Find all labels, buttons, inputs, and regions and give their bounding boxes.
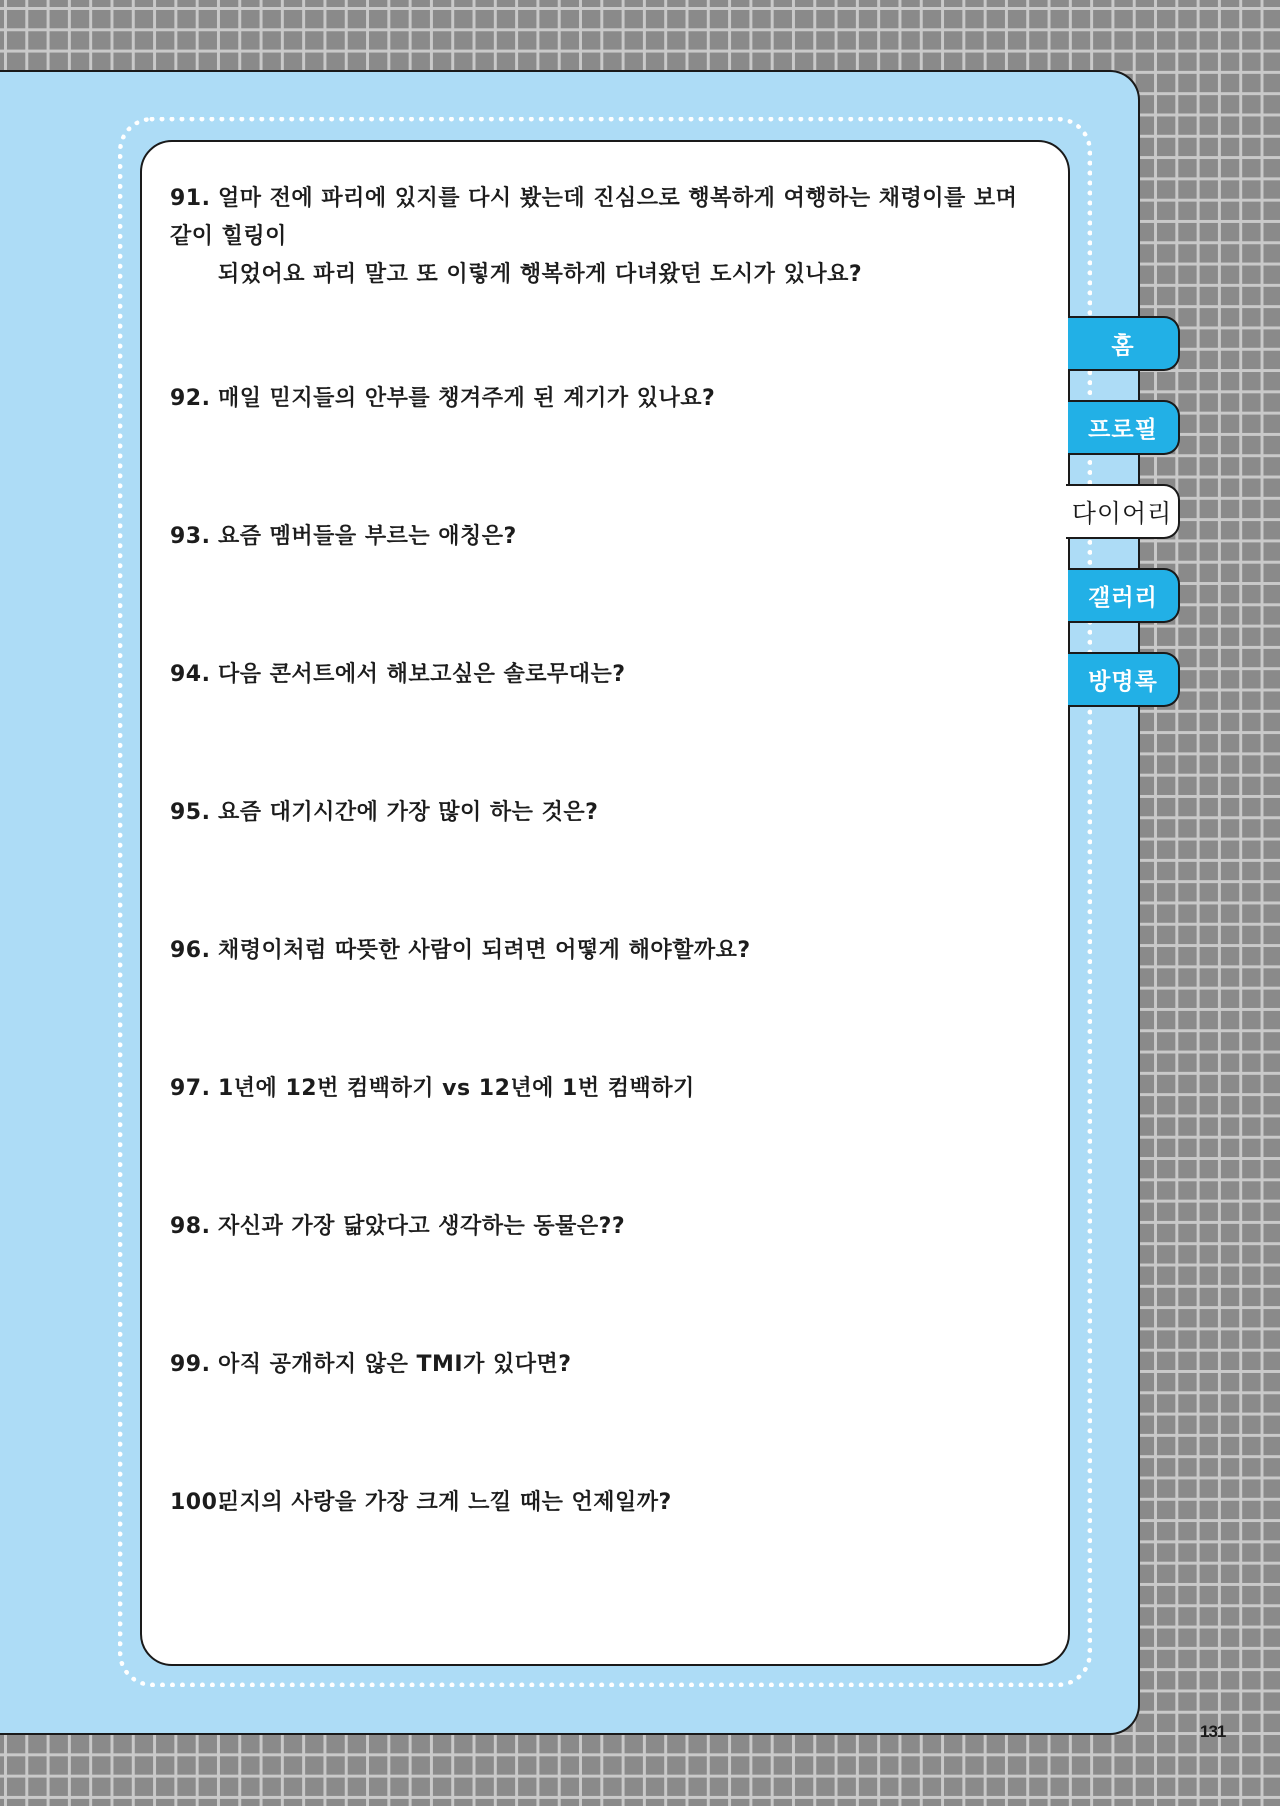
- question-95: [170, 794, 1040, 832]
- page-number: 131: [1200, 1722, 1226, 1741]
- question-text: 아직 공개하지 않은 TMI가 있다면?: [218, 1352, 572, 1377]
- question-97: [170, 1070, 1040, 1108]
- question-number: 91.: [170, 186, 211, 211]
- question-91: [170, 180, 1040, 294]
- question-96: [170, 932, 1040, 970]
- question-99: [170, 1346, 1040, 1384]
- tab-home[interactable]: 홈: [1068, 316, 1180, 371]
- question-text: 채령이처럼 따뜻한 사람이 되려면 어떻게 해야할까요?: [218, 938, 751, 963]
- question-number: 100.: [170, 1490, 227, 1515]
- question-100: [170, 1484, 1040, 1522]
- question-text-continued: 되었어요 파리 말고 또 이렇게 행복하게 다녀왔던 도시가 있나요?: [218, 262, 863, 287]
- question-text: 믿지의 사랑을 가장 크게 느낄 때는 언제일까?: [218, 1490, 672, 1515]
- question-card: [140, 140, 1070, 1666]
- question-number: 95.: [170, 800, 211, 825]
- question-number: 92.: [170, 386, 211, 411]
- question-text: 요즘 대기시간에 가장 많이 하는 것은?: [218, 800, 599, 825]
- question-number: 96.: [170, 938, 211, 963]
- question-number: 97.: [170, 1076, 211, 1101]
- tab-profile[interactable]: 프로필: [1068, 400, 1180, 455]
- tab-gallery[interactable]: 갤러리: [1068, 568, 1180, 623]
- question-number: 93.: [170, 524, 211, 549]
- question-text: 자신과 가장 닮았다고 생각하는 동물은??: [218, 1214, 626, 1239]
- question-number: 98.: [170, 1214, 211, 1239]
- question-text: 1년에 12번 컴백하기 vs 12년에 1번 컴백하기: [218, 1076, 695, 1101]
- tab-guestbook[interactable]: 방명록: [1068, 652, 1180, 707]
- tab-diary[interactable]: 다이어리: [1066, 484, 1180, 539]
- question-text: 매일 믿지들의 안부를 챙겨주게 된 계기가 있나요?: [218, 386, 716, 411]
- question-98: [170, 1208, 1040, 1246]
- question-text: 요즘 멤버들을 부르는 애칭은?: [218, 524, 517, 549]
- question-number: 94.: [170, 662, 211, 687]
- question-93: [170, 518, 1040, 556]
- question-number: 99.: [170, 1352, 211, 1377]
- question-text: 얼마 전에 파리에 있지를 다시 봤는데 진심으로 행복하게 여행하는 채령이를 보며 같이 힐링이: [170, 186, 1018, 249]
- question-94: [170, 656, 1040, 694]
- question-text: 다음 콘서트에서 해보고싶은 솔로무대는?: [218, 662, 626, 687]
- question-92: [170, 380, 1040, 418]
